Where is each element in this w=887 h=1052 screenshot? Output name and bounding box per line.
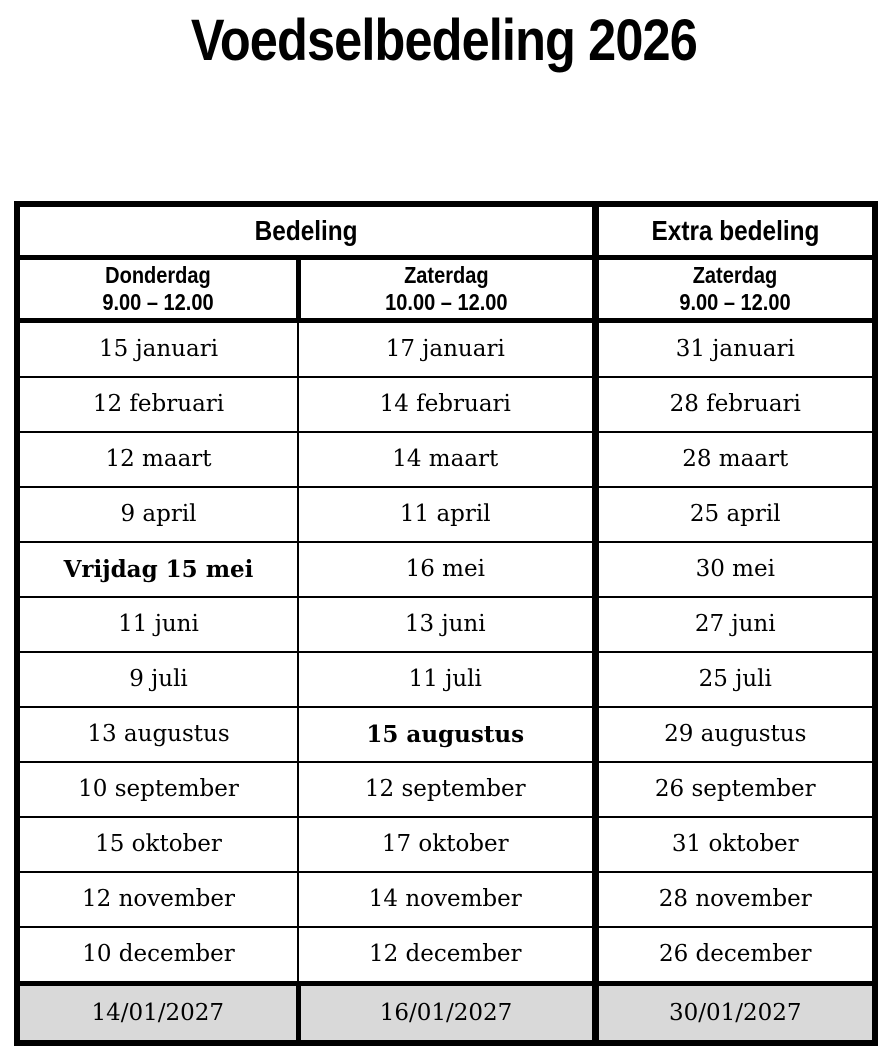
date-cell: 26 december	[595, 927, 875, 984]
date-cell: 28 november	[595, 872, 875, 927]
date-cell: 12 september	[298, 762, 595, 817]
date-cell: 14 februari	[298, 377, 595, 432]
page-title	[0, 10, 887, 73]
date-cell: 15 januari	[17, 320, 298, 377]
table-row	[17, 762, 875, 817]
footer-date-cell: 30/01/2027	[595, 983, 875, 1043]
date-cell: 31 januari	[595, 320, 875, 377]
table-row	[17, 377, 875, 432]
date-cell: 30 mei	[595, 542, 875, 597]
table-row	[17, 707, 875, 762]
date-cell: 25 april	[595, 487, 875, 542]
group-header-bedeling	[17, 204, 595, 258]
page-title-text: Voedselbedeling 2026	[190, 8, 697, 73]
date-cell: 11 juni	[17, 597, 298, 652]
table-row	[17, 927, 875, 984]
day-label: Zaterdag	[403, 261, 489, 288]
date-cell: 10 december	[17, 927, 298, 984]
hours-label: 10.00 – 12.00	[384, 288, 508, 315]
date-cell-highlight: 15 augustus	[298, 707, 595, 762]
hours-label: 9.00 – 12.00	[102, 288, 214, 315]
schedule-table	[14, 201, 878, 1046]
date-cell: 13 augustus	[17, 707, 298, 762]
date-cell: 15 oktober	[17, 817, 298, 872]
table-row	[17, 817, 875, 872]
date-cell: 12 maart	[17, 432, 298, 487]
day-label: Zaterdag	[693, 261, 778, 288]
date-cell: 17 oktober	[298, 817, 595, 872]
group-header-extra-label: Extra bedeling	[651, 214, 820, 246]
hours-label: 9.00 – 12.00	[679, 288, 791, 315]
table-row	[17, 872, 875, 927]
date-cell: 25 juli	[595, 652, 875, 707]
column-header-extra-zaterdag	[595, 257, 875, 320]
table-row	[17, 597, 875, 652]
date-cell: 10 september	[17, 762, 298, 817]
date-cell-highlight: Vrijdag 15 mei	[17, 542, 298, 597]
footer-date-cell: 16/01/2027	[298, 983, 595, 1043]
column-header-donderdag	[17, 257, 298, 320]
column-header-zaterdag	[298, 257, 595, 320]
footer-row	[17, 983, 875, 1043]
group-header-extra-bedeling	[595, 204, 875, 258]
column-header-row	[17, 257, 875, 320]
day-label: Donderdag	[104, 261, 211, 288]
date-cell: 14 maart	[298, 432, 595, 487]
group-header-bedeling-label: Bedeling	[254, 214, 358, 246]
date-cell: 14 november	[298, 872, 595, 927]
date-cell: 27 juni	[595, 597, 875, 652]
date-cell: 28 februari	[595, 377, 875, 432]
date-cell: 12 november	[17, 872, 298, 927]
date-cell: 12 december	[298, 927, 595, 984]
date-cell: 17 januari	[298, 320, 595, 377]
table-row	[17, 320, 875, 377]
date-cell: 29 augustus	[595, 707, 875, 762]
table-row	[17, 432, 875, 487]
date-cell: 12 februari	[17, 377, 298, 432]
table-row	[17, 652, 875, 707]
date-cell: 9 april	[17, 487, 298, 542]
table-row	[17, 487, 875, 542]
date-cell: 11 juli	[298, 652, 595, 707]
group-header-row	[17, 204, 875, 258]
date-cell: 26 september	[595, 762, 875, 817]
date-cell: 31 oktober	[595, 817, 875, 872]
date-cell: 9 juli	[17, 652, 298, 707]
date-cell: 28 maart	[595, 432, 875, 487]
table-row	[17, 542, 875, 597]
date-cell: 13 juni	[298, 597, 595, 652]
date-cell: 16 mei	[298, 542, 595, 597]
footer-date-cell: 14/01/2027	[17, 983, 298, 1043]
date-cell: 11 april	[298, 487, 595, 542]
